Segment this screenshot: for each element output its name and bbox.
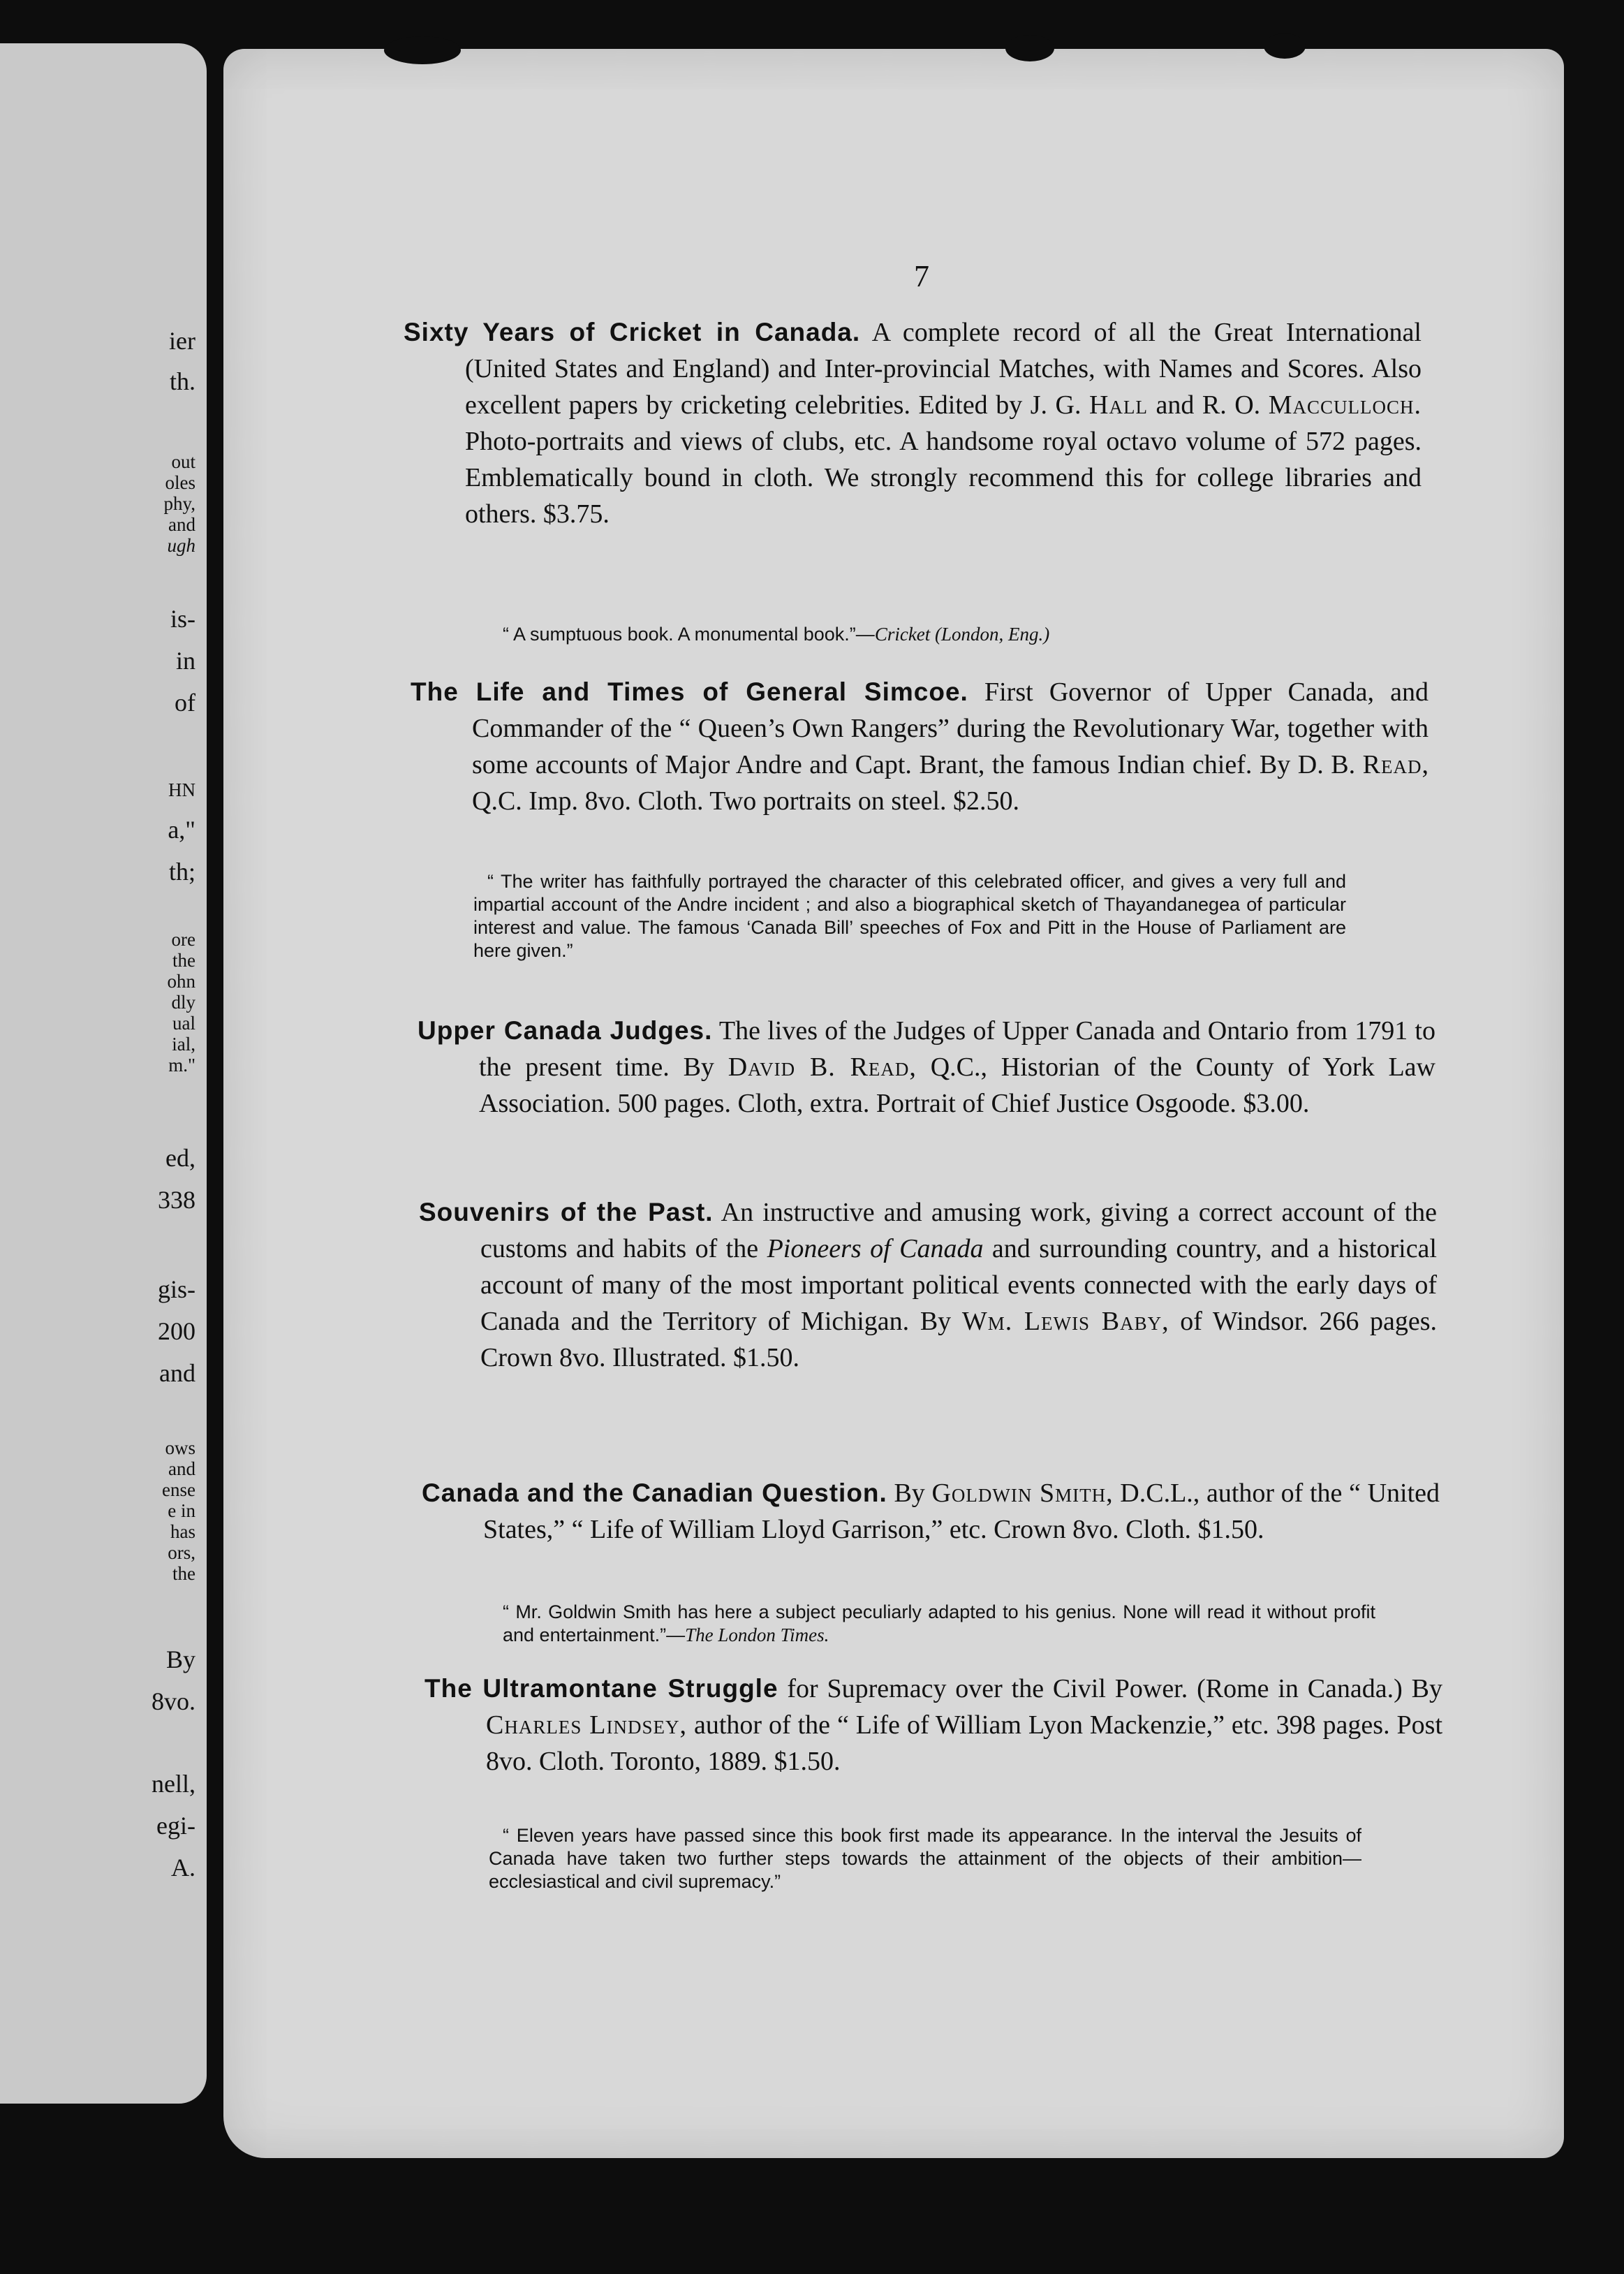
review-quote: [473, 870, 1346, 962]
author-name: Charles Lindsey,: [486, 1710, 688, 1740]
entry-text: A complete record of all the Great International (United States and England) and Inter-provincial Matches, with Names and Scores. Also excellent papers by cricketing celebrities. Edited by J. G.: [465, 318, 1422, 420]
left-page-fragment: of: [175, 689, 195, 717]
entry-text: D.C.L., author of the “ United States,” “ Life of William Lloyd Garrison,” etc. Crown 8vo. Cloth. $1.50.: [483, 1479, 1440, 1544]
quote-source: Cricket (London, Eng.): [874, 624, 1050, 645]
entry-title: Sixty Years of Cricket in Canada.: [404, 318, 861, 346]
catalogue-page: [223, 49, 1564, 2158]
left-page-fragment: ense: [162, 1479, 195, 1500]
entry-text: Photo-portraits and views of clubs, etc. A handsome royal octavo volume of 572 pages. Emblematically bound in cloth. We strongly recommend this for college libraries and others. $3.75.: [465, 427, 1422, 529]
left-page-fragment: By: [165, 1645, 195, 1673]
entry-title: Canada and the Canadian Question.: [422, 1479, 887, 1507]
entry-title: The Ultramontane Struggle: [425, 1674, 778, 1703]
left-facing-page: [0, 43, 207, 2104]
left-page-fragment: and: [168, 514, 195, 535]
entry-canadian-question: [422, 1475, 1440, 1548]
left-page-fragment: has: [170, 1521, 195, 1542]
left-page-fragment: th.: [169, 367, 195, 395]
quote-text: “ The writer has faithfully portrayed the character of this celebrated officer, and gives a very full and impartial account of the Andre incident ; and also a biographical sketch of Thayandanegea of particular interest and value. The famous ‘Canada Bill’ speeches of Fox and Pitt in the House of Parliament are here given.”: [473, 871, 1346, 961]
entry-cricket: [404, 314, 1422, 532]
entry-title: Upper Canada Judges.: [418, 1016, 713, 1045]
quote-source: The London Times.: [685, 1624, 829, 1645]
entry-text: The lives of the Judges of Upper Canada and Ontario from 1791 to the present time. By: [479, 1016, 1435, 1082]
entry-text: and R. O.: [1147, 390, 1269, 420]
left-page-fragment: 338: [158, 1186, 195, 1214]
entry-text: author of the “ Life of William Lyon Mackenzie,” etc. 398 pages. Post 8vo. Cloth. Toronto, 1889. $1.50.: [486, 1710, 1443, 1776]
left-page-fragment: ore: [171, 929, 195, 950]
left-page-fragment: and: [159, 1359, 195, 1387]
quote-text: “ Eleven years have passed since this book first made its appearance. In the interval the Jesuits of Canada have taken two further steps towards the attainment of the objects of their ambition—ecclesiastical and civil supremacy.”: [489, 1825, 1361, 1892]
left-page-fragment: the: [172, 1563, 195, 1584]
left-page-fragment: gis-: [158, 1275, 195, 1303]
review-quote: [503, 1601, 1375, 1647]
entry-text: and surrounding country, and a historical account of many of the most important political events connected with the early days of Canada and the Territory of Michigan. By: [480, 1234, 1437, 1336]
entry-ultramontane: [425, 1671, 1442, 1780]
entry-text: An instructive and amusing work, giving a correct account of the customs and habits of the: [480, 1198, 1437, 1263]
left-page-fragment: e in: [168, 1500, 195, 1521]
entry-text: By: [887, 1479, 932, 1508]
left-page-fragment: ugh: [167, 535, 195, 556]
entry-text: , Q.C. Imp. 8vo. Cloth. Two portraits on steel. $2.50.: [472, 750, 1429, 816]
left-page-fragment: phy,: [163, 493, 195, 514]
left-page-fragment: ows: [165, 1437, 195, 1458]
left-page-fragment: m.": [168, 1055, 195, 1076]
author-name: Goldwin Smith,: [931, 1479, 1114, 1508]
author-name: Wm. Lewis Baby,: [961, 1307, 1169, 1336]
editor-name: Macculloch.: [1268, 390, 1422, 420]
quote-text: “ Mr. Goldwin Smith has here a subject peculiarly adapted to his genius. None will read it without profit and entertainment.”—: [503, 1601, 1375, 1645]
review-quote: [489, 1824, 1361, 1893]
editor-name: Hall: [1089, 390, 1148, 420]
entry-title: Souvenirs of the Past.: [419, 1198, 714, 1226]
left-page-fragment: dly: [171, 992, 195, 1013]
left-page-fragment: nell,: [152, 1770, 195, 1798]
review-quote: [503, 623, 1375, 646]
left-page-fragment: oles: [165, 472, 195, 493]
entry-simcoe: [411, 674, 1429, 819]
left-page-fragment: egi-: [156, 1812, 195, 1840]
quote-text: “ A sumptuous book. A monumental book.”—: [503, 624, 875, 645]
author-name: Read: [1362, 750, 1422, 779]
left-page-fragment: ial,: [172, 1034, 195, 1055]
left-page-fragment: ier: [169, 327, 195, 355]
left-page-fragment: th;: [168, 858, 195, 886]
author-name: David B. Read,: [728, 1052, 917, 1082]
left-page-fragment: is-: [170, 605, 195, 633]
left-page-fragment: 200: [158, 1317, 195, 1345]
left-page-fragment: ohn: [167, 971, 195, 992]
left-page-fragment: a,": [168, 816, 195, 844]
entry-text: Q.C., Historian of the County of York Law Association. 500 pages. Cloth, extra. Portrait of Chief Justice Osgoode. $3.00.: [479, 1052, 1435, 1118]
left-page-fragment: out: [171, 451, 195, 472]
entry-text: of Windsor. 266 pages. Crown 8vo. Illustrated. $1.50.: [480, 1307, 1438, 1372]
left-page-fragment: ed,: [165, 1144, 195, 1172]
left-page-fragment: and: [168, 1458, 195, 1479]
left-page-fragment: ual: [172, 1013, 195, 1034]
left-page-fragment: 8vo.: [152, 1687, 195, 1715]
entry-title: The Life and Times of General Simcoe.: [411, 677, 968, 706]
left-page-fragment: HN: [168, 779, 195, 800]
italic-phrase: Pioneers of Canada: [767, 1234, 984, 1263]
entry-text: First Governor of Upper Canada, and Commander of the “ Queen’s Own Rangers” during the Revolutionary War, together with some accounts of Major Andre and Capt. Brant, the famous Indian chief. By D. B.: [472, 677, 1429, 779]
left-page-fragment: ors,: [168, 1542, 195, 1563]
left-page-fragment: the: [172, 950, 195, 971]
entry-judges: [418, 1013, 1435, 1122]
entry-text: for Supremacy over the Civil Power. (Rome in Canada.) By: [778, 1674, 1442, 1703]
entry-souvenirs: [419, 1194, 1437, 1376]
page-number: 7: [914, 259, 929, 293]
left-page-fragment: in: [175, 647, 195, 675]
left-page-fragment: A.: [171, 1854, 195, 1881]
